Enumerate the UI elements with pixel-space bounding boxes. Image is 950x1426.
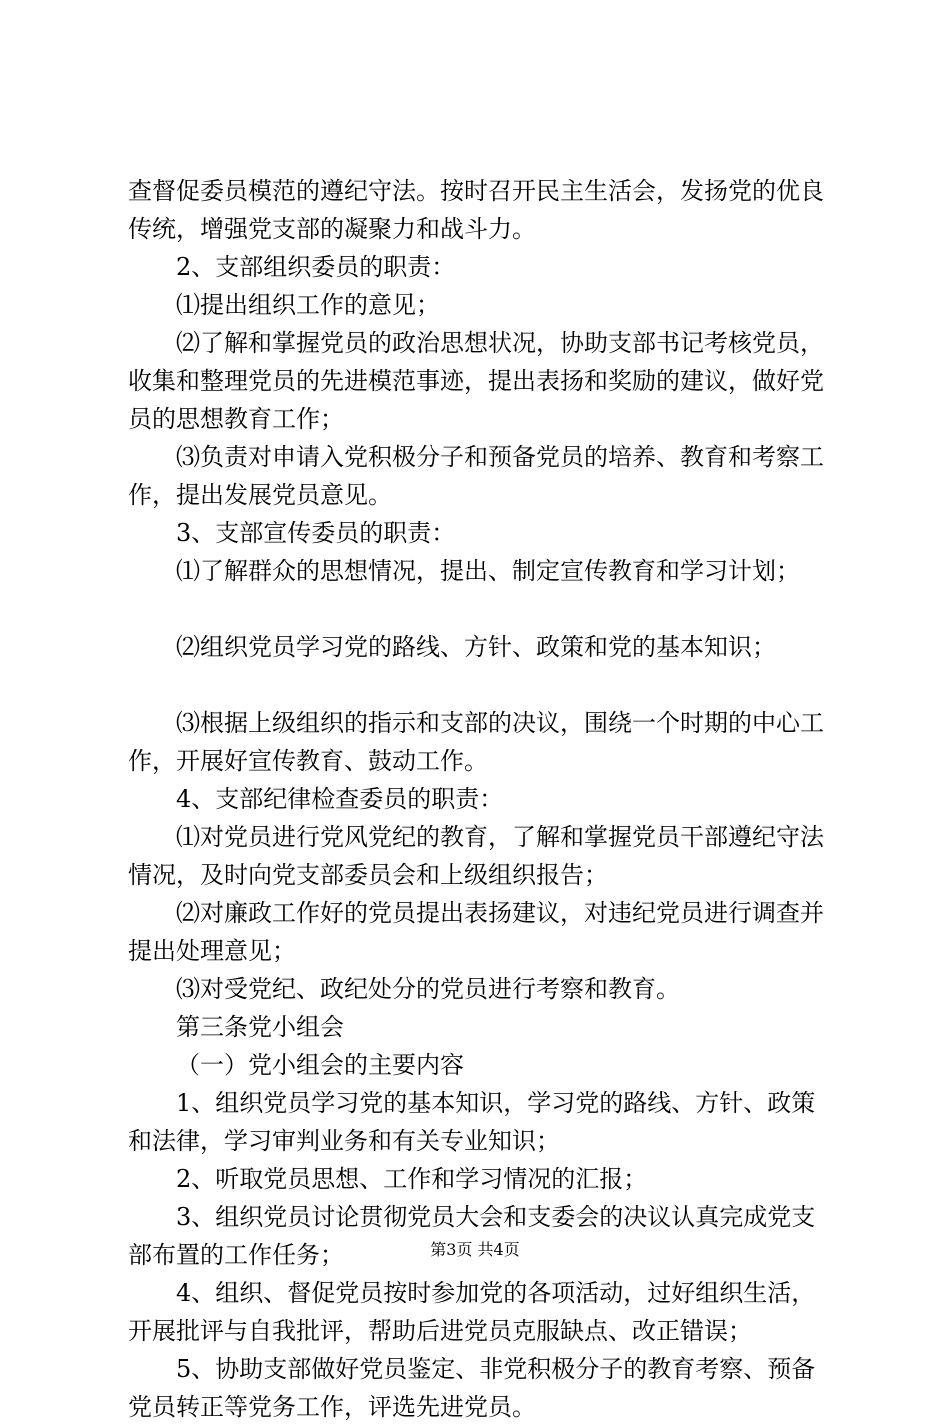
paragraph: ⑴提出组织工作的意见； <box>176 291 440 319</box>
paragraph: 查督促委员模范的遵纪守法。按时召开民主生活会，发扬党的优良传统，增强党支部的凝聚力和战斗力。 <box>128 177 824 243</box>
paragraph: ⑴对党员进行党风党纪的教育，了解和掌握党员干部遵纪守法情况，及时向党支部委员会和上级组织报告； <box>128 823 824 889</box>
paragraph: ⑴了解群众的思想情况，提出、制定宣传教育和学习计划； <box>176 557 800 585</box>
section-heading: 第三条党小组会 <box>176 1013 344 1041</box>
paragraph: ⑵组织党员学习党的路线、方针、政策和党的基本知识； <box>176 633 776 661</box>
paragraph: 4、支部纪律检查委员的职责： <box>176 785 504 813</box>
paragraph: ⑶根据上级组织的指示和支部的决议，围绕一个时期的中心工作，开展好宣传教育、鼓动工作。 <box>128 709 824 775</box>
subsection-heading: （一）党小组会的主要内容 <box>176 1051 464 1079</box>
paragraph: ⑶对受党纪、政纪处分的党员进行考察和教育。 <box>176 975 680 1003</box>
paragraph: 1、组织党员学习党的基本知识，学习党的路线、方针、政策和法律，学习审判业务和有关专业知识； <box>128 1089 816 1155</box>
paragraph: 3、组织党员讨论贯彻党员大会和支委会的决议认真完成党支部布置的工作任务； <box>128 1203 816 1269</box>
paragraph: 5、协助支部做好党员鉴定、非党积极分子的教育考察、预备党员转正等党务工作，评选先进党员。 <box>128 1355 816 1421</box>
page-number-footer: 第3页 共4页 <box>430 1240 520 1259</box>
paragraph: ⑶负责对申请入党积极分子和预备党员的培养、教育和考察工作，提出发展党员意见。 <box>128 443 824 509</box>
paragraph: ⑵对廉政工作好的党员提出表扬建议，对违纪党员进行调查并提出处理意见； <box>128 899 824 965</box>
paragraph: 3、支部宣传委员的职责： <box>176 519 456 547</box>
paragraph: ⑵了解和掌握党员的政治思想状况，协助支部书记考核党员，收集和整理党员的先进模范事迹，提出表扬和奖励的建议，做好党员的思想教育工作； <box>128 329 824 433</box>
paragraph: 4、组织、督促党员按时参加党的各项活动，过好组织生活，开展批评与自我批评，帮助后进党员克服缺点、改正错误； <box>128 1279 816 1345</box>
paragraph: 2、听取党员思想、工作和学习情况的汇报； <box>176 1165 648 1193</box>
document-body <box>128 172 828 1426</box>
paragraph: 2、支部组织委员的职责： <box>176 253 456 281</box>
